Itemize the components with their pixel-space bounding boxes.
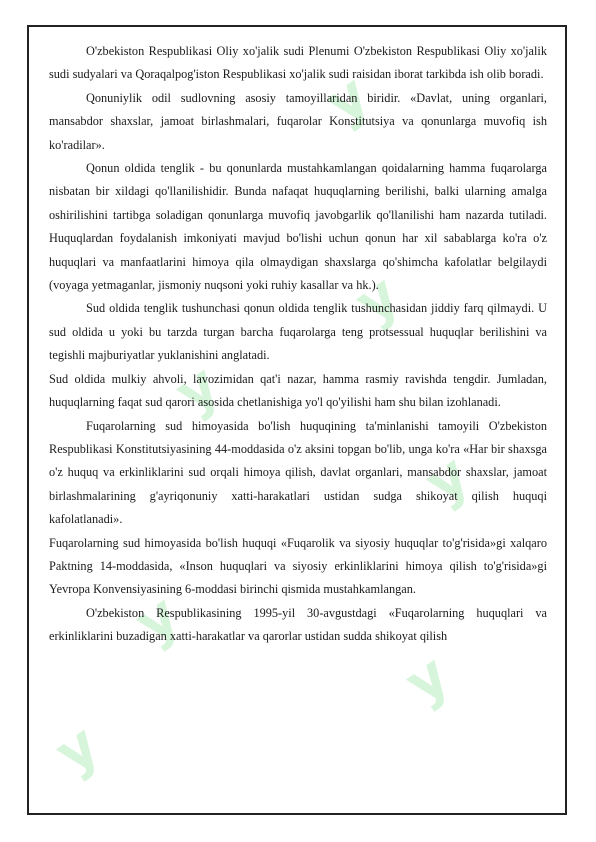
watermark-mark: y	[343, 262, 411, 337]
paragraph: Fuqarolarning sud himoyasida bo'lish huquqining ta'minlanishi tamoyili O'zbekiston Respublikasi Konstitutsiyasining 44-moddasida o'z aksini topgan bo'lib, unga ko'ra «Har bir shaxsga o'z huquq va erkinliklarini sud orqali himoya qilish, davlat organlari, mansabdor shaxslar, jamoat birlashmalarining g'ayriqonuniy xatti-harakatlari ustidan sudga shikoyat qilish huquqi kafolatlanadi».	[49, 418, 547, 527]
paragraph: Qonuniylik odil sudlovning asosiy tamoyillaridan biridir. «Davlat, uning organlari, mansabdor shaxslar, jamoat birlashmalari, fuqarolar Konstitutsiya va qonunlarga muvofiq ish ko'radilar».	[49, 90, 547, 152]
watermark-mark: y	[313, 62, 381, 137]
watermark-mark: y	[393, 642, 461, 717]
paragraph: O'zbekiston Respublikasi Oliy xo'jalik sudi Plenumi O'zbekiston Respublikasi Oliy xo'jalik sudi sudyalari va Qoraqalpog'iston Respublikasi xo'jalik sudi raisidan iborat tarkibda ish olib boradi.	[49, 44, 547, 82]
paragraph: Sud oldida mulkiy ahvoli, lavozimidan qat'i nazar, hamma rasmiy ravishda tengdir. Jumladan, huquqlarning faqat sud qarori asosida chetlanishiga yo'l qo'yilishi ham shu bilan izohlanadi.	[49, 371, 547, 410]
paragraph: O'zbekiston Respublikasining 1995-yil 30-avgustdagi «Fuqarolarning huquqlari va erkinliklarini buzadigan xatti-harakatlar va qarorlar ustidan sudda shikoyat qilish	[49, 605, 547, 644]
watermark-mark: y	[123, 582, 191, 657]
watermark-mark: y	[43, 712, 111, 787]
watermark-mark: y	[413, 442, 481, 517]
paragraph: Qonun oldida tenglik - bu qonunlarda mustahkamlangan qoidalarning hamma fuqarolarga nisbatan bir xildagi qo'llanilishidir. Bunda nafaqat huquqlarning berilishi, balki ularning amalga oshirilishini tartibga soladigan qonunlarga muvofiq javobgarlik qo'llanilishi ham nazarda tutiladi. Huquqlardan foydalanish imkoniyati mavjud bo'lishi uchun qonun har xil sabablarga ko'ra o'z huquqlari va manfaatlarini himoya qila olmaydigan shaxslarga qo'shimcha kafolatlar belgilaydi (voyaga yetmaganlar, jismoniy nuqsoni yoki ruhiy kasallar va hk.).	[49, 161, 547, 293]
watermark-mark: y	[163, 352, 231, 427]
paragraph: Fuqarolarning sud himoyasida bo'lish huquqi «Fuqarolik va siyosiy huquqlar to'g'risida»gi xalqaro Paktning 14-moddasida, «Inson huquqlari va siyosiy erkinliklarini himoya qilish to'g'risida»gi Yevropa Konvensiyasining 6-moddasi birinchi qismida mustahkamlangan.	[49, 535, 547, 597]
page-border	[27, 25, 567, 815]
document-body	[49, 40, 547, 649]
paragraph: Sud oldida tenglik tushunchasi qonun oldida tenglik tushunchasidan jiddiy farq qilmaydi. U sud oldida u yoki bu tarzda turgan barcha fuqarolarga teng protsessual huquqlar berilishini va tegishli majburiyatlar yuklanishini anglatadi.	[49, 301, 547, 363]
